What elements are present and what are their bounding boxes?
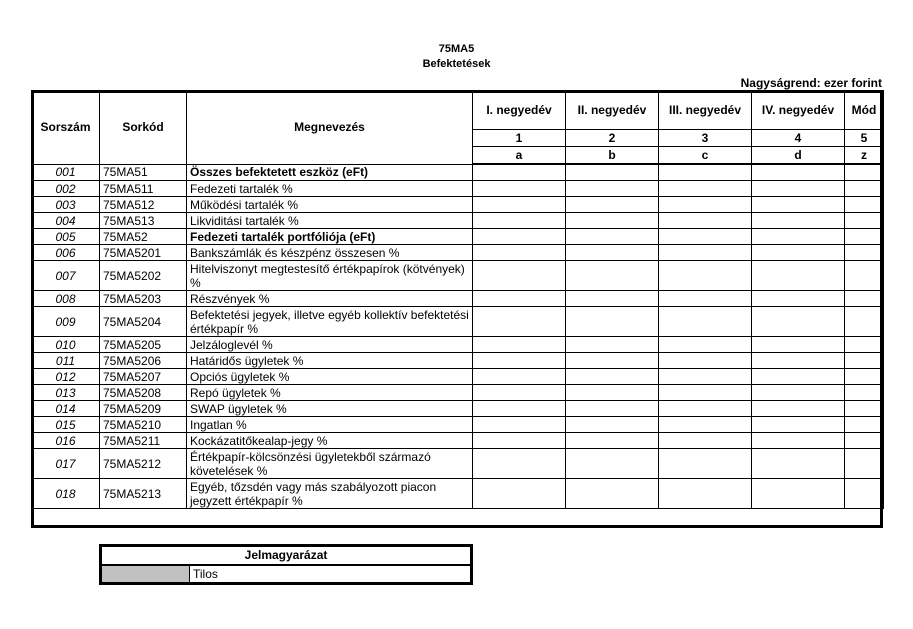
- col-header-sorszam: Sorszám: [32, 91, 100, 165]
- row-code: 75MA5208: [100, 385, 187, 401]
- value-cell[interactable]: [659, 337, 752, 353]
- row-name: Opciós ügyletek %: [187, 369, 473, 385]
- col-header-q3: III. negyedév: [659, 91, 752, 130]
- value-cell[interactable]: [473, 401, 566, 417]
- row-code: 75MA5202: [100, 261, 187, 291]
- value-cell[interactable]: [752, 353, 845, 369]
- row-code: 75MA512: [100, 197, 187, 213]
- value-cell[interactable]: [845, 369, 884, 385]
- legend-swatch-tilos: [102, 566, 190, 582]
- row-name: Fedezeti tartalék %: [187, 181, 473, 197]
- value-cell[interactable]: [473, 261, 566, 291]
- row-number: 005: [32, 229, 100, 245]
- col-letter: a: [473, 147, 566, 165]
- value-cell[interactable]: [659, 479, 752, 509]
- row-name: Egyéb, tőzsdén vagy más szabályozott piacon jegyzett értékpapír %: [187, 479, 473, 509]
- row-code: 75MA5207: [100, 369, 187, 385]
- legend-item-label: Tilos: [193, 567, 218, 581]
- value-cell[interactable]: [566, 401, 659, 417]
- row-name: Repó ügyletek %: [187, 385, 473, 401]
- value-cell[interactable]: [473, 229, 566, 245]
- row-number: 001: [32, 164, 100, 181]
- row-name: SWAP ügyletek %: [187, 401, 473, 417]
- value-cell[interactable]: [752, 479, 845, 509]
- value-cell[interactable]: [845, 245, 884, 261]
- row-name: Kockázatitőkealap-jegy %: [187, 433, 473, 449]
- value-cell[interactable]: [566, 337, 659, 353]
- form-title: Befektetések: [422, 58, 491, 70]
- value-cell[interactable]: [659, 433, 752, 449]
- value-cell[interactable]: [659, 353, 752, 369]
- value-cell[interactable]: [566, 433, 659, 449]
- row-name: Összes befektetett eszköz (eFt): [187, 164, 473, 181]
- table-row: [32, 479, 884, 509]
- table-row: [32, 417, 884, 433]
- value-cell[interactable]: [845, 417, 884, 433]
- row-code: 75MA5205: [100, 337, 187, 353]
- table-row: [32, 353, 884, 369]
- value-cell[interactable]: [752, 401, 845, 417]
- table-row: [32, 337, 884, 353]
- row-number: 009: [32, 307, 100, 337]
- value-cell[interactable]: [845, 197, 884, 213]
- row-number: 014: [32, 401, 100, 417]
- row-name: Fedezeti tartalék portfóliója (eFt): [187, 229, 473, 245]
- row-code: 75MA513: [100, 213, 187, 229]
- table-row: [32, 401, 884, 417]
- table-row: [32, 181, 884, 197]
- col-number: 5: [845, 130, 884, 147]
- row-code: 75MA5211: [100, 433, 187, 449]
- value-cell[interactable]: [473, 433, 566, 449]
- row-code: 75MA5210: [100, 417, 187, 433]
- value-cell[interactable]: [566, 369, 659, 385]
- table-row: [32, 449, 884, 479]
- value-cell[interactable]: [473, 197, 566, 213]
- value-cell[interactable]: [845, 353, 884, 369]
- unit-label: Nagyságrend: ezer forint: [740, 76, 882, 90]
- value-cell[interactable]: [752, 369, 845, 385]
- col-letter: b: [566, 147, 659, 165]
- value-cell[interactable]: [473, 479, 566, 509]
- row-code: 75MA5206: [100, 353, 187, 369]
- row-number: 017: [32, 449, 100, 479]
- row-number: 012: [32, 369, 100, 385]
- value-cell[interactable]: [473, 181, 566, 197]
- value-cell[interactable]: [752, 229, 845, 245]
- table-row: [32, 291, 884, 307]
- value-cell[interactable]: [473, 353, 566, 369]
- value-cell[interactable]: [659, 164, 752, 181]
- value-cell[interactable]: [659, 401, 752, 417]
- row-code: 75MA51: [100, 164, 187, 181]
- value-cell[interactable]: [566, 213, 659, 229]
- value-cell[interactable]: [752, 245, 845, 261]
- value-cell[interactable]: [659, 291, 752, 307]
- col-number: 4: [752, 130, 845, 147]
- col-header-mod: Mód: [845, 91, 884, 130]
- row-name: Ingatlan %: [187, 417, 473, 433]
- value-cell[interactable]: [845, 433, 884, 449]
- row-number: 011: [32, 353, 100, 369]
- value-cell[interactable]: [752, 213, 845, 229]
- value-cell[interactable]: [566, 197, 659, 213]
- row-number: 018: [32, 479, 100, 509]
- value-cell[interactable]: [752, 449, 845, 479]
- table-row: [32, 197, 884, 213]
- value-cell[interactable]: [845, 385, 884, 401]
- row-name: Jelzáloglevél %: [187, 337, 473, 353]
- value-cell[interactable]: [659, 307, 752, 337]
- row-name: Határidős ügyletek %: [187, 353, 473, 369]
- value-cell[interactable]: [473, 337, 566, 353]
- legend-title: Jelmagyarázat: [102, 547, 470, 566]
- value-cell[interactable]: [752, 197, 845, 213]
- row-code: 75MA5209: [100, 401, 187, 417]
- row-code: 75MA5201: [100, 245, 187, 261]
- value-cell[interactable]: [845, 229, 884, 245]
- col-header-megnevezes: Megnevezés: [187, 91, 473, 165]
- row-number: 016: [32, 433, 100, 449]
- table-row: [32, 307, 884, 337]
- row-number: 006: [32, 245, 100, 261]
- col-header-q1: I. negyedév: [473, 91, 566, 130]
- col-header-q4: IV. negyedév: [752, 91, 845, 130]
- table-row: [32, 433, 884, 449]
- value-cell[interactable]: [473, 213, 566, 229]
- col-number: 3: [659, 130, 752, 147]
- value-cell[interactable]: [659, 385, 752, 401]
- value-cell[interactable]: [659, 449, 752, 479]
- value-cell[interactable]: [659, 417, 752, 433]
- table-row: [32, 164, 884, 181]
- row-number: 013: [32, 385, 100, 401]
- value-cell[interactable]: [473, 245, 566, 261]
- legend-item: [102, 566, 470, 582]
- table-row: [32, 385, 884, 401]
- value-cell[interactable]: [845, 213, 884, 229]
- value-cell[interactable]: [845, 291, 884, 307]
- value-cell[interactable]: [566, 449, 659, 479]
- row-code: 75MA52: [100, 229, 187, 245]
- value-cell[interactable]: [566, 385, 659, 401]
- row-code: 75MA5212: [100, 449, 187, 479]
- col-letter: d: [752, 147, 845, 165]
- value-cell[interactable]: [566, 307, 659, 337]
- row-number: 004: [32, 213, 100, 229]
- row-name: Értékpapír-kölcsönzési ügyletekből származó követelések %: [187, 449, 473, 479]
- value-cell[interactable]: [566, 417, 659, 433]
- value-cell[interactable]: [473, 369, 566, 385]
- row-name: Hitelviszonyt megtestesítő értékpapírok (kötvények) %: [187, 261, 473, 291]
- value-cell[interactable]: [845, 261, 884, 291]
- value-cell[interactable]: [566, 261, 659, 291]
- value-cell[interactable]: [752, 164, 845, 181]
- table-row: [32, 229, 884, 245]
- form-code: 75MA5: [438, 43, 475, 55]
- row-name: Bankszámlák és készpénz összesen %: [187, 245, 473, 261]
- value-cell[interactable]: [845, 307, 884, 337]
- col-header-sorkod: Sorkód: [100, 91, 187, 165]
- value-cell[interactable]: [473, 291, 566, 307]
- table-row: [32, 261, 884, 291]
- col-number: 1: [473, 130, 566, 147]
- value-cell[interactable]: [659, 261, 752, 291]
- value-cell[interactable]: [566, 164, 659, 181]
- value-cell[interactable]: [752, 181, 845, 197]
- col-letter: z: [845, 147, 884, 165]
- value-cell[interactable]: [473, 307, 566, 337]
- value-cell[interactable]: [473, 164, 566, 181]
- value-cell[interactable]: [473, 385, 566, 401]
- legend: [99, 544, 473, 585]
- value-cell[interactable]: [473, 417, 566, 433]
- col-number: 2: [566, 130, 659, 147]
- value-cell[interactable]: [752, 433, 845, 449]
- value-cell[interactable]: [845, 337, 884, 353]
- value-cell[interactable]: [659, 197, 752, 213]
- value-cell[interactable]: [659, 181, 752, 197]
- row-number: 002: [32, 181, 100, 197]
- table-row: [32, 369, 884, 385]
- value-cell[interactable]: [566, 229, 659, 245]
- row-name: Befektetési jegyek, illetve egyéb kollektív befektetési értékpapír %: [187, 307, 473, 337]
- value-cell[interactable]: [566, 245, 659, 261]
- value-cell[interactable]: [845, 449, 884, 479]
- row-name: Részvények %: [187, 291, 473, 307]
- data-table: [31, 90, 884, 509]
- value-cell[interactable]: [752, 417, 845, 433]
- table-row: [32, 213, 884, 229]
- row-number: 010: [32, 337, 100, 353]
- value-cell[interactable]: [845, 401, 884, 417]
- row-number: 008: [32, 291, 100, 307]
- value-cell[interactable]: [752, 385, 845, 401]
- table-row: [32, 245, 884, 261]
- value-cell[interactable]: [566, 479, 659, 509]
- row-name: Likviditási tartalék %: [187, 213, 473, 229]
- value-cell[interactable]: [659, 229, 752, 245]
- row-number: 007: [32, 261, 100, 291]
- value-cell[interactable]: [752, 307, 845, 337]
- row-code: 75MA5203: [100, 291, 187, 307]
- value-cell[interactable]: [566, 353, 659, 369]
- row-code: 75MA511: [100, 181, 187, 197]
- row-number: 015: [32, 417, 100, 433]
- value-cell[interactable]: [659, 213, 752, 229]
- row-code: 75MA5204: [100, 307, 187, 337]
- row-code: 75MA5213: [100, 479, 187, 509]
- value-cell[interactable]: [566, 291, 659, 307]
- row-name: Működési tartalék %: [187, 197, 473, 213]
- value-cell[interactable]: [752, 337, 845, 353]
- value-cell[interactable]: [752, 261, 845, 291]
- value-cell[interactable]: [473, 449, 566, 479]
- col-letter: c: [659, 147, 752, 165]
- value-cell[interactable]: [845, 181, 884, 197]
- value-cell[interactable]: [752, 291, 845, 307]
- value-cell[interactable]: [845, 164, 884, 181]
- value-cell[interactable]: [659, 245, 752, 261]
- row-number: 003: [32, 197, 100, 213]
- value-cell[interactable]: [566, 181, 659, 197]
- col-header-q2: II. negyedév: [566, 91, 659, 130]
- value-cell[interactable]: [845, 479, 884, 509]
- value-cell[interactable]: [659, 369, 752, 385]
